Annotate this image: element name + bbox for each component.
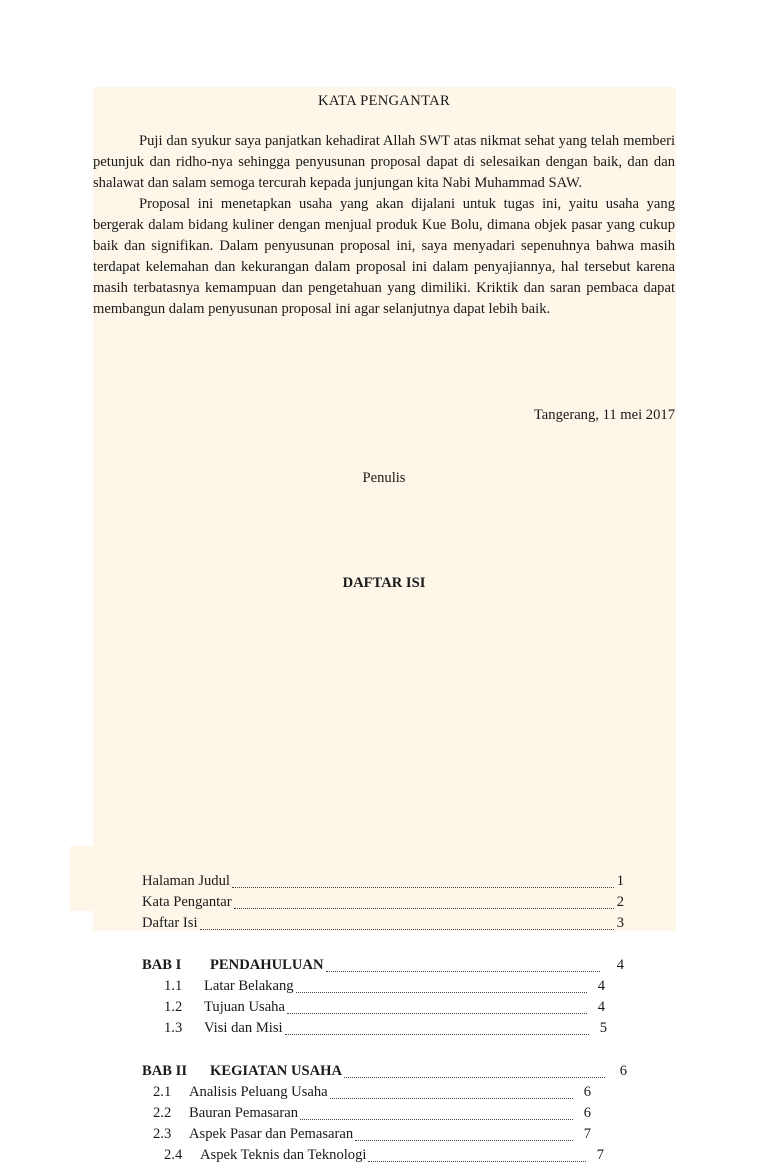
toc-leader-dots <box>326 958 600 972</box>
chapter-title: KEGIATAN USAHA <box>210 1063 343 1079</box>
toc-section-entry[interactable] <box>164 976 605 997</box>
toc-section-entry[interactable] <box>153 1082 591 1103</box>
toc-entry-page: 7 <box>596 1147 604 1163</box>
toc-entry-page: 2 <box>616 894 624 910</box>
toc-leader-dots <box>232 874 614 888</box>
toc-entry[interactable] <box>142 892 624 913</box>
toc-chapter-entry[interactable] <box>142 1061 627 1082</box>
toc-entry-page: 4 <box>616 957 624 973</box>
section-number: 1.2 <box>164 999 183 1015</box>
toc-entry-page: 4 <box>597 978 605 994</box>
toc-section-entry[interactable] <box>153 1103 591 1124</box>
toc-entry-page: 4 <box>597 999 605 1015</box>
toc-entry-page: 3 <box>616 915 624 931</box>
toc-leader-dots <box>234 895 614 909</box>
toc-entry-label: Halaman Judul <box>142 873 230 889</box>
daftar-isi-title: DAFTAR ISI <box>342 575 426 591</box>
section-number: 1.1 <box>164 978 183 994</box>
toc-entry-label: Aspek Pasar dan Pemasaran <box>189 1126 354 1142</box>
preface-paragraph-1: Puji dan syukur saya panjatkan kehadirat Allah SWT atas nikmat sehat yang telah memberi petunjuk dan ridho-nya sehingga penyusunan proposal dapat di selesaikan dengan baik, dan dan shalawat dan salam semoga tercurah kepada junjungan kita Nabi Muhammad SAW. <box>93 133 675 191</box>
toc-section-entry[interactable] <box>164 997 605 1018</box>
toc-leader-dots <box>300 1106 573 1120</box>
section-number: 2.3 <box>153 1126 172 1142</box>
toc-section-entry[interactable] <box>164 1018 607 1039</box>
chapter-number: BAB I <box>142 957 182 973</box>
toc-leader-dots <box>355 1127 573 1141</box>
toc-entry-page: 1 <box>616 873 624 889</box>
toc-entry-label: Kata Pengantar <box>142 894 232 910</box>
toc-section-entry[interactable] <box>164 1145 604 1166</box>
toc-entry-label: Daftar Isi <box>142 915 198 931</box>
toc-entry-label: Tujuan Usaha <box>204 999 285 1015</box>
toc-entry-label: Aspek Teknis dan Teknologi <box>200 1147 367 1163</box>
toc-leader-dots <box>344 1064 605 1078</box>
toc-entry-label: Bauran Pemasaran <box>189 1105 299 1121</box>
toc-leader-dots <box>368 1148 585 1162</box>
toc-entry-label: Visi dan Misi <box>204 1020 283 1036</box>
kata-pengantar-title: KATA PENGANTAR <box>318 93 450 109</box>
toc-entry[interactable] <box>142 871 624 892</box>
toc-entry-page: 6 <box>619 1063 627 1079</box>
chapter-title: PENDAHULUAN <box>210 957 324 973</box>
toc-entry-label: Analisis Peluang Usaha <box>189 1084 328 1100</box>
toc-leader-dots <box>296 979 587 993</box>
toc-leader-dots <box>285 1021 589 1035</box>
toc-entry-label: Latar Belakang <box>204 978 294 994</box>
chapter-number: BAB II <box>142 1063 188 1079</box>
section-number: 1.3 <box>164 1020 183 1036</box>
toc-entry[interactable] <box>142 913 624 934</box>
toc-leader-dots <box>287 1000 587 1014</box>
section-number: 2.2 <box>153 1105 172 1121</box>
document-page <box>93 87 675 1163</box>
toc-leader-dots <box>330 1085 573 1099</box>
preface-paragraph-2: Proposal ini menetapkan usaha yang akan dijalani untuk tugas ini, yaitu usaha yang bergerak dalam bidang kuliner dengan menjual produk Kue Bolu, dimana objek pasar yang cukup baik dan signifikan. Dalam penyusunan proposal ini, saya menyadari sepenuhnya bahwa masih terdapat kelemahan dan kekurangan dalam proposal ini dalam penyajiannya, hal tersebut karena masih terbatasnya kemampuan dan pengetahuan yang dimiliki. Kriktik dan saran pembaca dapat membangun dalam penyusunan proposal ini agar selanjutnya dapat lebih baik. <box>93 196 675 317</box>
toc-leader-dots <box>200 916 614 930</box>
section-number: 2.4 <box>164 1147 183 1163</box>
page-background-tab <box>70 846 95 911</box>
toc-entry-page: 6 <box>583 1084 591 1100</box>
author-label: Penulis <box>362 470 406 486</box>
toc-entry-page: 7 <box>583 1126 591 1142</box>
toc-section-entry[interactable] <box>153 1124 591 1145</box>
section-number: 2.1 <box>153 1084 172 1100</box>
toc-entry-page: 5 <box>599 1020 607 1036</box>
toc-entry-page: 6 <box>583 1105 591 1121</box>
toc-chapter-entry[interactable] <box>142 955 624 976</box>
place-date: Tangerang, 11 mei 2017 <box>533 407 675 423</box>
